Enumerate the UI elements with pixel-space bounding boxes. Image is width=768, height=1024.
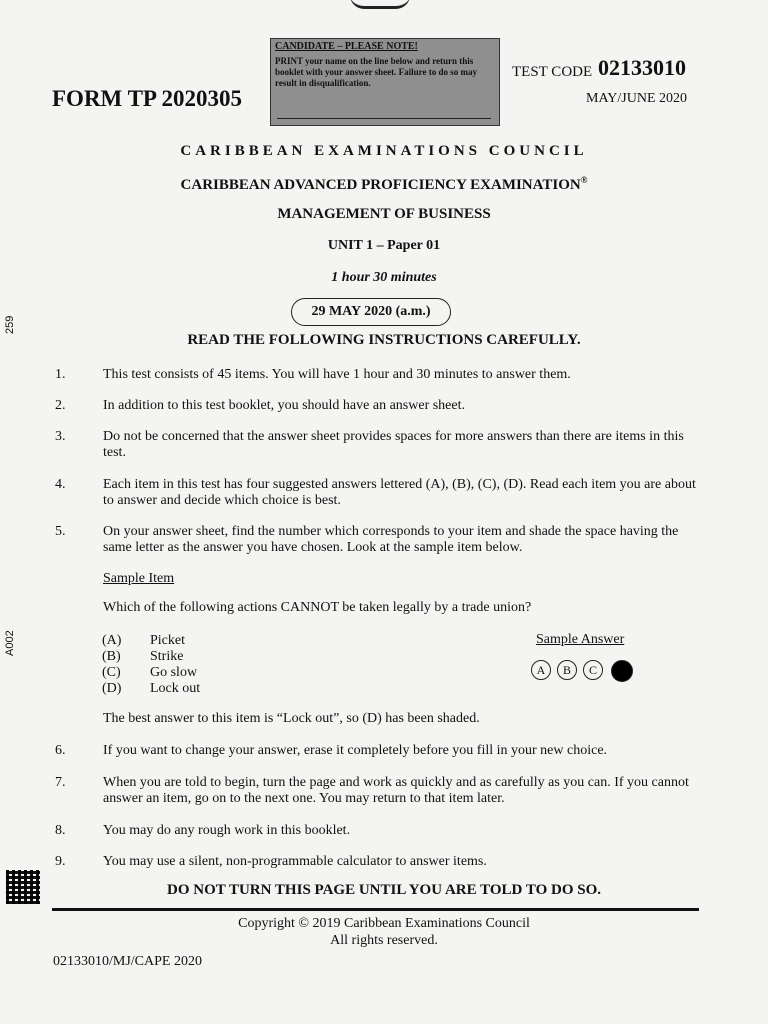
form-number: FORM TP 2020305	[52, 86, 242, 111]
exam-title	[0, 175, 768, 194]
instruction-text: This test consists of 45 items. You will have 1 hour and 30 minutes to answer them.	[103, 367, 571, 382]
instruction-number: 8.	[55, 823, 66, 838]
footer-paper-code: 02133010/MJ/CAPE 2020	[53, 954, 202, 969]
instruction-number: 1.	[55, 367, 66, 382]
rights-line: All rights reserved.	[330, 933, 438, 948]
exam-date: 29 MAY 2020 (a.m.)	[291, 298, 451, 326]
margin-code-top: 259	[4, 315, 16, 334]
instruction-text: You may do any rough work in this booklet.	[103, 823, 351, 838]
instruction-text: In addition to this test booklet, you should have an answer sheet.	[103, 398, 465, 413]
test-code-label: TEST CODE	[512, 64, 593, 80]
sample-explanation: The best answer to this item is “Lock out”, so (D) has been shaded.	[103, 711, 480, 726]
option-letter: (B)	[102, 649, 121, 664]
option-letter: (A)	[102, 633, 122, 648]
test-code: 02133010	[598, 55, 686, 80]
instruction-text: On your answer sheet, find the number which corresponds to your item and shade the space having the same letter as the answer you have chosen. Look at the sample item below.	[103, 524, 679, 555]
do-not-turn-notice: DO NOT TURN THIS PAGE UNTIL YOU ARE TOLD TO DO SO.	[166, 882, 601, 898]
footer-divider	[52, 908, 699, 911]
sample-option	[102, 681, 200, 697]
sample-option	[102, 633, 185, 649]
instruction-number: 2.	[55, 398, 66, 413]
option-letter: (C)	[102, 665, 121, 680]
instruction-number: 3.	[55, 429, 66, 444]
exam-title-text: CARIBBEAN ADVANCED PROFICIENCY EXAMINATION	[180, 177, 581, 193]
sample-question: Which of the following actions CANNOT be taken legally by a trade union?	[103, 600, 532, 615]
council-title: CARIBBEAN EXAMINATIONS COUNCIL	[180, 143, 588, 159]
bubble-c: C	[583, 660, 603, 680]
top-logo-mark	[350, 0, 410, 9]
instruction-text: Do not be concerned that the answer sheet provides spaces for more answers than there are items in this test.	[103, 429, 684, 460]
bubble-a: A	[531, 660, 551, 680]
copyright-line: Copyright © 2019 Caribbean Examinations Council	[238, 916, 530, 931]
instruction-number: 4.	[55, 477, 66, 492]
option-text: Lock out	[150, 681, 201, 696]
exam-duration: 1 hour 30 minutes	[331, 270, 437, 285]
instruction-number: 6.	[55, 743, 66, 758]
instructions-heading: READ THE FOLLOWING INSTRUCTIONS CAREFULLY.	[187, 332, 581, 348]
notice-body: PRINT your name on the line below and return this booklet with your answer sheet. Failure to do so may result in disqualification.	[275, 56, 478, 88]
unit-title: UNIT 1 – Paper 01	[327, 238, 441, 253]
sample-answer-title: Sample Answer	[536, 632, 625, 647]
bubble-d-shaded	[611, 660, 633, 682]
option-text: Picket	[150, 633, 185, 648]
instruction-text: Each item in this test has four suggested answers lettered (A), (B), (C), (D). Read each item you are about to answer and decide which choice is best.	[103, 477, 696, 508]
option-text: Go slow	[150, 665, 198, 680]
exam-session: MAY/JUNE 2020	[586, 91, 687, 106]
instruction-text: If you want to change your answer, erase it completely before you fill in your new choice.	[103, 743, 608, 758]
notice-heading: CANDIDATE – PLEASE NOTE!	[275, 41, 418, 52]
instruction-text: You may use a silent, non-programmable calculator to answer items.	[103, 854, 487, 869]
instruction-number: 7.	[55, 775, 66, 790]
sample-option	[102, 665, 197, 681]
sample-item-title: Sample Item	[103, 571, 175, 586]
instruction-number: 5.	[55, 524, 66, 539]
candidate-notice-box	[270, 38, 500, 126]
name-line	[277, 118, 491, 119]
instruction-number: 9.	[55, 854, 66, 869]
margin-code-middle: A002	[4, 630, 16, 656]
instruction-text: When you are told to begin, turn the page and work as quickly and as carefully as you can. If you cannot answer an item, go on to the next one. You may return to that item later.	[103, 775, 689, 806]
option-text: Strike	[150, 649, 184, 664]
registered-mark: ®	[580, 175, 588, 185]
subject-title: MANAGEMENT OF BUSINESS	[277, 206, 491, 222]
sample-answer-bubbles	[531, 660, 633, 682]
sample-option	[102, 649, 183, 665]
option-letter: (D)	[102, 681, 122, 696]
bubble-b: B	[557, 660, 577, 680]
